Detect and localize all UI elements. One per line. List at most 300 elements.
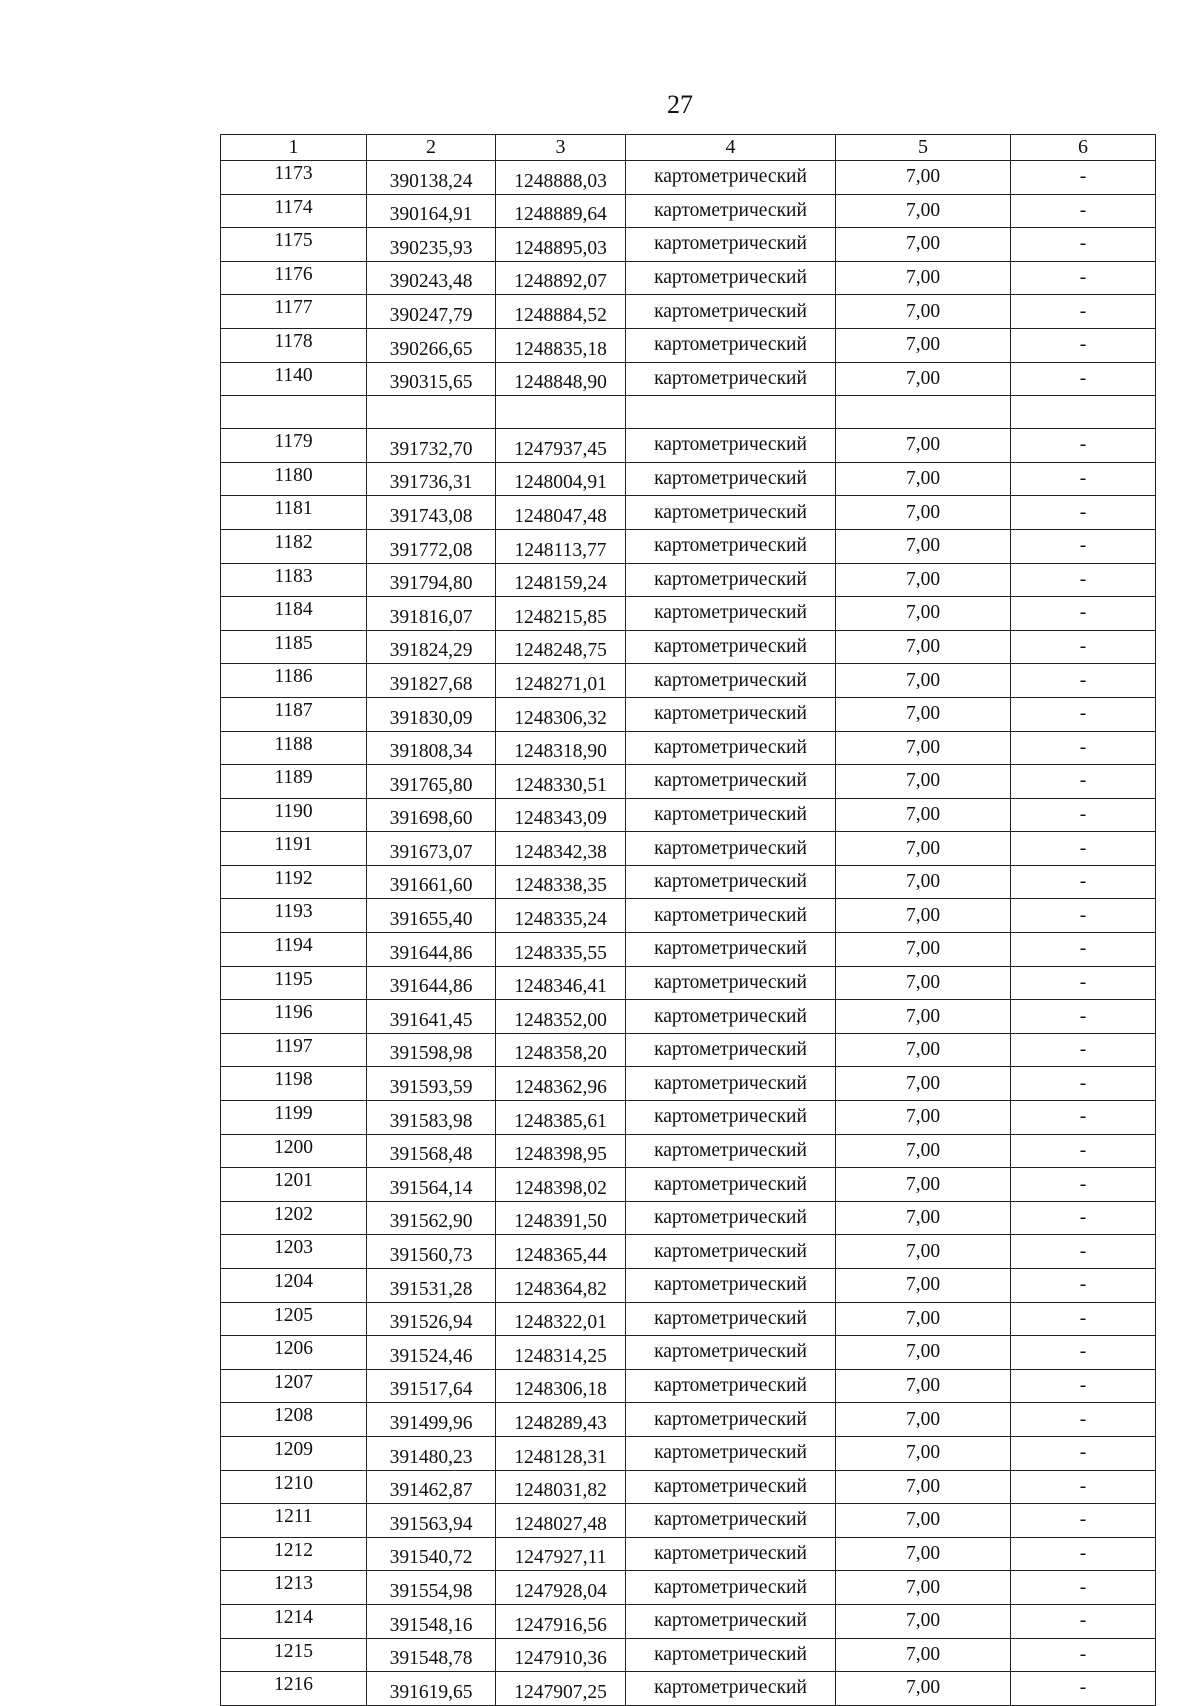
accuracy-cell: 7,00 [836,362,1011,396]
description-cell: - [1011,1101,1156,1135]
x-coordinate-cell: 391824,29 [367,630,496,664]
method-cell: картометрический [626,1571,836,1605]
y-coordinate-cell: 1248047,48 [496,496,626,530]
y-coordinate-cell: 1248004,91 [496,462,626,496]
table-header [221,135,1156,161]
description-cell: - [1011,1638,1156,1672]
x-coordinate-cell: 391554,98 [367,1571,496,1605]
y-coordinate-cell: 1248343,09 [496,798,626,832]
point-number-cell: 1174 [221,194,367,228]
accuracy-cell: 7,00 [836,1033,1011,1067]
accuracy-cell: 7,00 [836,1537,1011,1571]
table-row [221,765,1156,799]
x-coordinate-cell: 391732,70 [367,429,496,463]
x-coordinate-cell: 391480,23 [367,1436,496,1470]
x-coordinate-cell: 391794,80 [367,563,496,597]
description-cell: - [1011,295,1156,329]
description-cell: - [1011,1000,1156,1034]
method-cell: картометрический [626,1470,836,1504]
x-coordinate-cell: 391526,94 [367,1302,496,1336]
description-cell: - [1011,664,1156,698]
method-cell: картометрический [626,765,836,799]
point-number-cell: 1179 [221,429,367,463]
x-coordinate-cell: 391568,48 [367,1134,496,1168]
method-cell: картометрический [626,462,836,496]
point-number-cell: 1184 [221,597,367,631]
table-row [221,630,1156,664]
table-row [221,966,1156,1000]
y-coordinate-cell: 1248248,75 [496,630,626,664]
description-cell: - [1011,194,1156,228]
description-cell: - [1011,563,1156,597]
table-row [221,261,1156,295]
description-cell: - [1011,1436,1156,1470]
x-coordinate-cell: 391816,07 [367,597,496,631]
point-number-cell: 1176 [221,261,367,295]
description-cell: - [1011,1134,1156,1168]
x-coordinate-cell: 391462,87 [367,1470,496,1504]
point-number-cell: 1209 [221,1436,367,1470]
table-row [221,529,1156,563]
description-cell: - [1011,161,1156,195]
table-row [221,1269,1156,1303]
x-coordinate-cell: 391564,14 [367,1168,496,1202]
y-coordinate-cell: 1248352,00 [496,1000,626,1034]
accuracy-cell: 7,00 [836,261,1011,295]
point-number-cell: 1205 [221,1302,367,1336]
point-number-cell: 1215 [221,1638,367,1672]
method-cell: картометрический [626,899,836,933]
x-coordinate-cell: 391808,34 [367,731,496,765]
accuracy-cell: 7,00 [836,1168,1011,1202]
accuracy-cell: 7,00 [836,1101,1011,1135]
y-coordinate-cell: 1248306,18 [496,1369,626,1403]
accuracy-cell: 7,00 [836,1269,1011,1303]
y-coordinate-cell: 1248391,50 [496,1201,626,1235]
description-cell: - [1011,362,1156,396]
description-cell: - [1011,1235,1156,1269]
accuracy-cell: 7,00 [836,597,1011,631]
description-cell: - [1011,1168,1156,1202]
y-coordinate-cell: 1248314,25 [496,1336,626,1370]
point-number-cell [221,396,367,429]
point-number-cell: 1214 [221,1604,367,1638]
x-coordinate-cell: 391736,31 [367,462,496,496]
table-row [221,1201,1156,1235]
description-cell: - [1011,1403,1156,1437]
description-cell: - [1011,933,1156,967]
table-row [221,865,1156,899]
y-coordinate-cell: 1248346,41 [496,966,626,1000]
accuracy-cell: 7,00 [836,295,1011,329]
point-number-cell: 1197 [221,1033,367,1067]
description-cell: - [1011,328,1156,362]
method-cell: картометрический [626,798,836,832]
y-coordinate-cell: 1248271,01 [496,664,626,698]
accuracy-cell: 7,00 [836,1470,1011,1504]
method-cell: картометрический [626,1269,836,1303]
table-row [221,1504,1156,1538]
description-cell: - [1011,731,1156,765]
accuracy-cell: 7,00 [836,228,1011,262]
table-row [221,1672,1156,1706]
table-row [221,1033,1156,1067]
accuracy-cell: 7,00 [836,1336,1011,1370]
description-cell: - [1011,697,1156,731]
table-row [221,1604,1156,1638]
point-number-cell: 1177 [221,295,367,329]
point-number-cell: 1183 [221,563,367,597]
table-row [221,1537,1156,1571]
table-row [221,429,1156,463]
header-cell-2: 2 [367,135,496,161]
description-cell: - [1011,1067,1156,1101]
point-number-cell: 1140 [221,362,367,396]
x-coordinate-cell: 391540,72 [367,1537,496,1571]
x-coordinate-cell: 391524,46 [367,1336,496,1370]
x-coordinate-cell: 391827,68 [367,664,496,698]
method-cell: картометрический [626,1403,836,1437]
y-coordinate-cell: 1248884,52 [496,295,626,329]
description-cell: - [1011,1672,1156,1706]
accuracy-cell: 7,00 [836,1638,1011,1672]
table-row [221,1336,1156,1370]
header-row [221,135,1156,161]
coordinates-table [220,134,1156,1706]
accuracy-cell: 7,00 [836,328,1011,362]
method-cell: картометрический [626,1672,836,1706]
header-cell-1: 1 [221,135,367,161]
point-number-cell: 1186 [221,664,367,698]
x-coordinate-cell: 391644,86 [367,966,496,1000]
accuracy-cell: 7,00 [836,1604,1011,1638]
table-row [221,1470,1156,1504]
method-cell: картометрический [626,295,836,329]
accuracy-cell: 7,00 [836,664,1011,698]
point-number-cell: 1190 [221,798,367,832]
x-coordinate-cell: 390247,79 [367,295,496,329]
method-cell: картометрический [626,1302,836,1336]
accuracy-cell: 7,00 [836,1235,1011,1269]
accuracy-cell: 7,00 [836,462,1011,496]
description-cell: - [1011,1537,1156,1571]
method-cell: картометрический [626,630,836,664]
x-coordinate-cell: 391641,45 [367,1000,496,1034]
x-coordinate-cell: 390243,48 [367,261,496,295]
accuracy-cell: 7,00 [836,1436,1011,1470]
y-coordinate-cell [496,396,626,429]
y-coordinate-cell: 1247907,25 [496,1672,626,1706]
method-cell: картометрический [626,1604,836,1638]
table-row [221,194,1156,228]
description-cell: - [1011,798,1156,832]
accuracy-cell: 7,00 [836,798,1011,832]
y-coordinate-cell: 1248215,85 [496,597,626,631]
point-number-cell: 1192 [221,865,367,899]
x-coordinate-cell: 391548,16 [367,1604,496,1638]
method-cell: картометрический [626,1638,836,1672]
x-coordinate-cell [367,396,496,429]
description-cell: - [1011,529,1156,563]
table-row [221,1302,1156,1336]
y-coordinate-cell: 1247916,56 [496,1604,626,1638]
accuracy-cell: 7,00 [836,1504,1011,1538]
table-row [221,933,1156,967]
y-coordinate-cell: 1248385,61 [496,1101,626,1135]
method-cell: картометрический [626,1101,836,1135]
description-cell: - [1011,1504,1156,1538]
point-number-cell: 1199 [221,1101,367,1135]
accuracy-cell: 7,00 [836,1302,1011,1336]
y-coordinate-cell: 1248848,90 [496,362,626,396]
table-row [221,396,1156,429]
y-coordinate-cell: 1248031,82 [496,1470,626,1504]
x-coordinate-cell: 390266,65 [367,328,496,362]
description-cell: - [1011,261,1156,295]
y-coordinate-cell: 1248306,32 [496,697,626,731]
description-cell [1011,396,1156,429]
accuracy-cell: 7,00 [836,1672,1011,1706]
table-row [221,1369,1156,1403]
method-cell: картометрический [626,1168,836,1202]
accuracy-cell: 7,00 [836,630,1011,664]
accuracy-cell: 7,00 [836,429,1011,463]
method-cell: картометрический [626,563,836,597]
x-coordinate-cell: 390138,24 [367,161,496,195]
y-coordinate-cell: 1248128,31 [496,1436,626,1470]
point-number-cell: 1210 [221,1470,367,1504]
accuracy-cell: 7,00 [836,731,1011,765]
y-coordinate-cell: 1248888,03 [496,161,626,195]
table-row [221,899,1156,933]
y-coordinate-cell: 1248342,38 [496,832,626,866]
y-coordinate-cell: 1248318,90 [496,731,626,765]
description-cell: - [1011,429,1156,463]
table-row [221,697,1156,731]
method-cell: картометрический [626,194,836,228]
method-cell: картометрический [626,664,836,698]
accuracy-cell: 7,00 [836,1134,1011,1168]
description-cell: - [1011,1470,1156,1504]
accuracy-cell: 7,00 [836,1369,1011,1403]
table-row [221,1403,1156,1437]
description-cell: - [1011,630,1156,664]
y-coordinate-cell: 1248362,96 [496,1067,626,1101]
table-row [221,1638,1156,1672]
x-coordinate-cell: 391644,86 [367,933,496,967]
x-coordinate-cell: 391698,60 [367,798,496,832]
y-coordinate-cell: 1248398,95 [496,1134,626,1168]
method-cell: картометрический [626,731,836,765]
method-cell: картометрический [626,261,836,295]
method-cell: картометрический [626,1369,836,1403]
table-row [221,832,1156,866]
header-cell-3: 3 [496,135,626,161]
accuracy-cell: 7,00 [836,1067,1011,1101]
y-coordinate-cell: 1248027,48 [496,1504,626,1538]
description-cell: - [1011,899,1156,933]
accuracy-cell: 7,00 [836,933,1011,967]
table-row [221,295,1156,329]
y-coordinate-cell: 1248330,51 [496,765,626,799]
x-coordinate-cell: 391765,80 [367,765,496,799]
table-row [221,496,1156,530]
point-number-cell: 1193 [221,899,367,933]
table-row [221,1235,1156,1269]
accuracy-cell: 7,00 [836,161,1011,195]
table-row [221,1436,1156,1470]
point-number-cell: 1216 [221,1672,367,1706]
x-coordinate-cell: 391517,64 [367,1369,496,1403]
y-coordinate-cell: 1247928,04 [496,1571,626,1605]
y-coordinate-cell: 1248895,03 [496,228,626,262]
accuracy-cell: 7,00 [836,1571,1011,1605]
y-coordinate-cell: 1247910,36 [496,1638,626,1672]
x-coordinate-cell: 390235,93 [367,228,496,262]
accuracy-cell: 7,00 [836,1201,1011,1235]
description-cell: - [1011,1302,1156,1336]
x-coordinate-cell: 391583,98 [367,1101,496,1135]
x-coordinate-cell: 390164,91 [367,194,496,228]
table-row [221,798,1156,832]
table-row [221,362,1156,396]
method-cell: картометрический [626,1033,836,1067]
y-coordinate-cell: 1248365,44 [496,1235,626,1269]
page-number: 27 [667,90,693,119]
y-coordinate-cell: 1247927,11 [496,1537,626,1571]
description-cell: - [1011,865,1156,899]
y-coordinate-cell: 1248289,43 [496,1403,626,1437]
method-cell: картометрический [626,362,836,396]
table-row [221,1000,1156,1034]
point-number-cell: 1191 [221,832,367,866]
x-coordinate-cell: 391619,65 [367,1672,496,1706]
method-cell: картометрический [626,1336,836,1370]
point-number-cell: 1195 [221,966,367,1000]
table-row [221,664,1156,698]
method-cell: картометрический [626,1504,836,1538]
point-number-cell: 1212 [221,1537,367,1571]
y-coordinate-cell: 1248335,24 [496,899,626,933]
x-coordinate-cell: 391548,78 [367,1638,496,1672]
point-number-cell: 1200 [221,1134,367,1168]
y-coordinate-cell: 1248338,35 [496,865,626,899]
point-number-cell: 1173 [221,161,367,195]
table-row [221,1571,1156,1605]
y-coordinate-cell: 1248398,02 [496,1168,626,1202]
point-number-cell: 1204 [221,1269,367,1303]
method-cell: картометрический [626,328,836,362]
description-cell: - [1011,597,1156,631]
y-coordinate-cell: 1248322,01 [496,1302,626,1336]
point-number-cell: 1178 [221,328,367,362]
point-number-cell: 1201 [221,1168,367,1202]
method-cell: картометрический [626,228,836,262]
description-cell: - [1011,1033,1156,1067]
table-row [221,597,1156,631]
table-row [221,228,1156,262]
accuracy-cell: 7,00 [836,765,1011,799]
method-cell: картометрический [626,1537,836,1571]
method-cell: картометрический [626,429,836,463]
table-row [221,1101,1156,1135]
accuracy-cell [836,396,1011,429]
table-row [221,731,1156,765]
description-cell: - [1011,228,1156,262]
method-cell: картометрический [626,597,836,631]
description-cell: - [1011,1336,1156,1370]
table-body [221,161,1156,1706]
method-cell: картометрический [626,529,836,563]
point-number-cell: 1182 [221,529,367,563]
description-cell: - [1011,765,1156,799]
point-number-cell: 1175 [221,228,367,262]
method-cell: картометрический [626,1000,836,1034]
header-cell-4: 4 [626,135,836,161]
header-cell-6: 6 [1011,135,1156,161]
point-number-cell: 1189 [221,765,367,799]
x-coordinate-cell: 391830,09 [367,697,496,731]
x-coordinate-cell: 390315,65 [367,362,496,396]
method-cell: картометрический [626,496,836,530]
method-cell: картометрический [626,832,836,866]
point-number-cell: 1203 [221,1235,367,1269]
accuracy-cell: 7,00 [836,1000,1011,1034]
x-coordinate-cell: 391673,07 [367,832,496,866]
table-row [221,328,1156,362]
accuracy-cell: 7,00 [836,697,1011,731]
method-cell: картометрический [626,697,836,731]
point-number-cell: 1181 [221,496,367,530]
description-cell: - [1011,832,1156,866]
accuracy-cell: 7,00 [836,1403,1011,1437]
accuracy-cell: 7,00 [836,563,1011,597]
y-coordinate-cell: 1248892,07 [496,261,626,295]
table-row [221,563,1156,597]
point-number-cell: 1211 [221,1504,367,1538]
description-cell: - [1011,1604,1156,1638]
table-row [221,1134,1156,1168]
point-number-cell: 1185 [221,630,367,664]
point-number-cell: 1187 [221,697,367,731]
y-coordinate-cell: 1248364,82 [496,1269,626,1303]
header-cell-5: 5 [836,135,1011,161]
point-number-cell: 1194 [221,933,367,967]
table-row [221,1168,1156,1202]
x-coordinate-cell: 391499,96 [367,1403,496,1437]
y-coordinate-cell: 1248159,24 [496,563,626,597]
method-cell: картометрический [626,1235,836,1269]
point-number-cell: 1188 [221,731,367,765]
point-number-cell: 1202 [221,1201,367,1235]
y-coordinate-cell: 1247937,45 [496,429,626,463]
x-coordinate-cell: 391772,08 [367,529,496,563]
y-coordinate-cell: 1248113,77 [496,529,626,563]
y-coordinate-cell: 1248835,18 [496,328,626,362]
accuracy-cell: 7,00 [836,496,1011,530]
description-cell: - [1011,496,1156,530]
accuracy-cell: 7,00 [836,966,1011,1000]
y-coordinate-cell: 1248889,64 [496,194,626,228]
y-coordinate-cell: 1248335,55 [496,933,626,967]
x-coordinate-cell: 391562,90 [367,1201,496,1235]
method-cell [626,396,836,429]
method-cell: картометрический [626,1436,836,1470]
point-number-cell: 1206 [221,1336,367,1370]
method-cell: картометрический [626,161,836,195]
x-coordinate-cell: 391661,60 [367,865,496,899]
method-cell: картометрический [626,1201,836,1235]
